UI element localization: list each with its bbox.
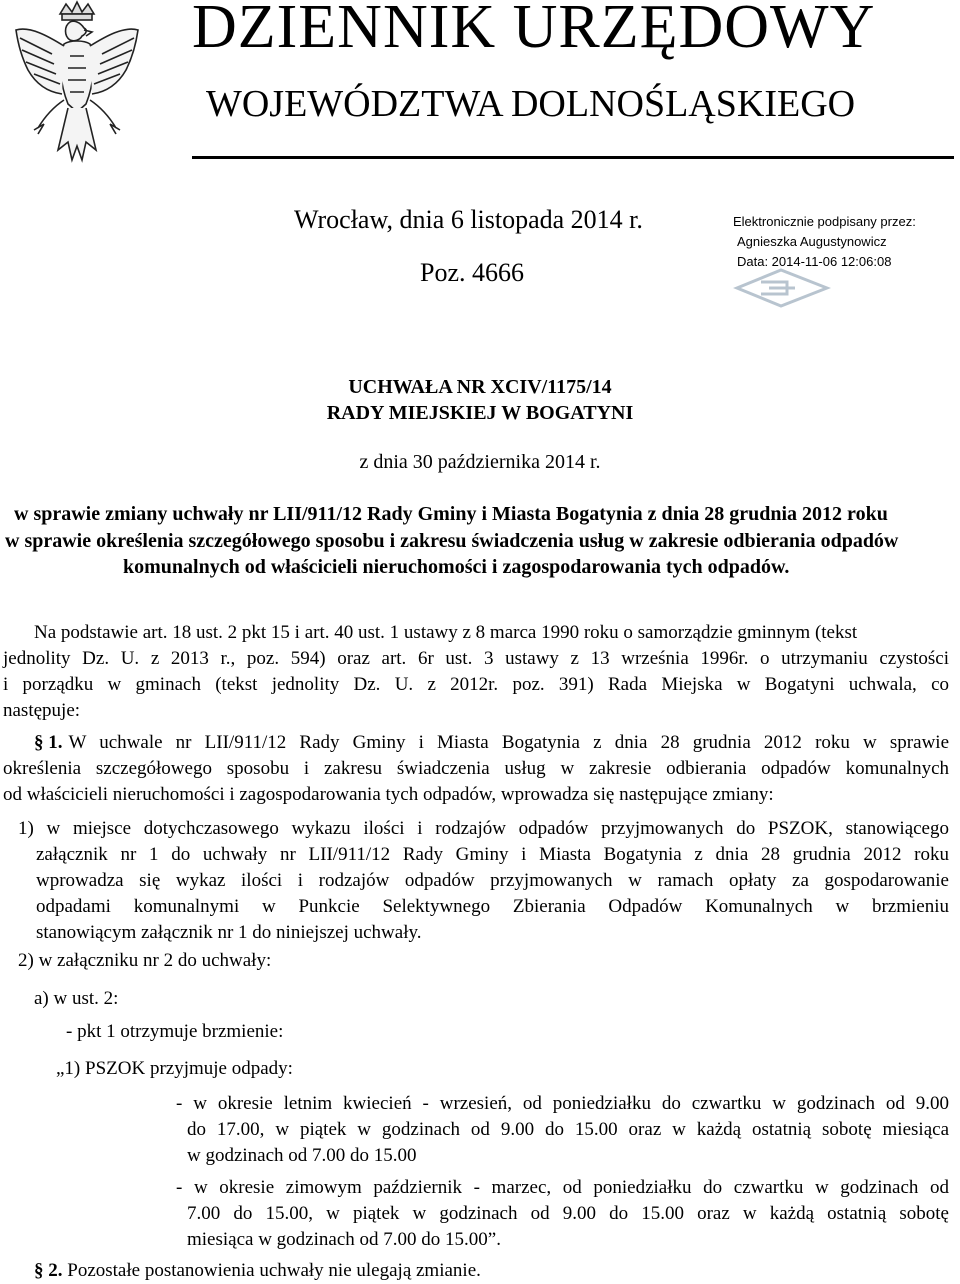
paragraph-2-mark: § 2. <box>34 1260 63 1281</box>
paragraph-1-mark: § 1. <box>34 732 63 753</box>
paragraph-2-text: Pozostałe postanowienia uchwały nie ulegają zmianie. <box>67 1260 481 1281</box>
council-name: RADY MIEJSKIEJ W BOGATYNI <box>326 402 634 424</box>
item-1-line: załącznik nr 1 do uchwały nr LII/911/12 Rady Gminy i Miasta Bogatynia z dnia 28 grudnia 2012 roku <box>36 844 949 865</box>
gazette-subtitle: WOJEWÓDZTWA DOLNOŚLĄSKIEGO <box>206 83 856 125</box>
summer-hours-line: do 17.00, w piątek w godzinach od 9.00 do 15.00 oraz w każdą ostatnią sobotę miesiąca <box>187 1119 949 1140</box>
point-1-intro: - pkt 1 otrzymuje brzmienie: <box>66 1021 284 1042</box>
item-1-line: wprowadza się wykaz ilości i rodzajów odpadów przyjmowanych w ramach opłaty za gospodarowanie <box>36 870 949 891</box>
resolution-date: z dnia 30 października 2014 r. <box>359 451 601 473</box>
paragraph-1-line: od właścicieli nieruchomości i zagospodarowania tych odpadów, wprowadza się następujące zmiany: <box>3 784 774 805</box>
winter-hours-line: - w okresie zimowym październik - marzec, od poniedziałku do czwartku w godzinach od <box>176 1177 949 1198</box>
legal-basis-line: następuje: <box>3 700 81 721</box>
gazette-title: DZIENNIK URZĘDOWY <box>192 0 876 61</box>
winter-hours-line: 7.00 do 15.00, w piątek w godzinach od 9.00 do 15.00 oraz w każdą ostatnią sobotę <box>187 1203 949 1224</box>
paragraph-1-first-line <box>34 730 949 756</box>
legal-basis-line: Na podstawie art. 18 ust. 2 pkt 15 i art. 40 ust. 1 ustawy z 8 marca 1990 roku o samorządzie gminnym (tekst <box>34 622 858 643</box>
polish-eagle-emblem-icon <box>8 0 146 170</box>
pszok-intro: „1) PSZOK przyjmuje odpady: <box>56 1058 293 1079</box>
resolution-number: UCHWAŁA NR XCIV/1175/14 <box>348 376 612 398</box>
legal-basis-line: jednolity Dz. U. z 2013 r., poz. 594) oraz art. 6r ust. 3 ustawy z 13 września 1996r. o utrzymaniu czystości <box>3 648 949 669</box>
signer-name: Agnieszka Augustynowicz <box>737 234 887 249</box>
item-1-line: odpadami komunalnymi w Punkcie Selektywnego Zbierania Odpadów Komunalnych w brzmieniu <box>36 896 949 917</box>
item-a: a) w ust. 2: <box>34 988 119 1009</box>
publication-position: Poz. 4666 <box>420 258 524 287</box>
summer-hours-line: w godzinach od 7.00 do 15.00 <box>187 1145 417 1166</box>
paragraph-1-line: W uchwale nr LII/911/12 Rady Gminy i Miasta Bogatynia z dnia 28 grudnia 2012 roku w sprawie <box>68 732 949 753</box>
winter-hours-line: miesiąca w godzinach od 7.00 do 15.00”. <box>187 1229 501 1250</box>
electronic-signature-block <box>733 212 948 302</box>
resolution-subject-line: komunalnych od właścicieli nieruchomości i zagospodarowania tych odpadów. <box>123 556 790 578</box>
paragraph-2 <box>34 1258 481 1284</box>
paragraph-1-line: określenia szczegółowego sposobu i zakresu świadczenia usług w zakresie odbierania odpadów komunalnych <box>3 758 949 779</box>
e-signature-logo-icon <box>733 268 831 308</box>
resolution-subject-line: w sprawie zmiany uchwały nr LII/911/12 Rady Gminy i Miasta Bogatynia z dnia 28 grudnia 2012 roku <box>14 503 888 525</box>
legal-basis-line: i porządku w gminach (tekst jednolity Dz. U. z 2012r. poz. 391) Rada Miejska w Bogatyni uchwala, co <box>3 674 949 695</box>
summer-hours-line: - w okresie letnim kwiecień - wrzesień, od poniedziałku do czwartku w godzinach od 9.00 <box>176 1093 949 1114</box>
item-1-line: stanowiącym załącznik nr 1 do niniejszej uchwały. <box>36 922 422 943</box>
publication-place-date: Wrocław, dnia 6 listopada 2014 r. <box>294 205 643 234</box>
resolution-subject-line: w sprawie określenia szczegółowego sposobu i zakresu świadczenia usług w zakresie odbierania odpadów <box>5 530 899 552</box>
header-divider <box>192 156 954 159</box>
signature-caption: Elektronicznie podpisany przez: <box>733 214 916 229</box>
item-1-line: 1) w miejsce dotychczasowego wykazu ilości i rodzajów odpadów przyjmowanych do PSZOK, stanowiącego <box>18 818 949 839</box>
signature-date: Data: 2014-11-06 12:06:08 <box>737 254 892 269</box>
item-2: 2) w załączniku nr 2 do uchwały: <box>18 950 272 971</box>
